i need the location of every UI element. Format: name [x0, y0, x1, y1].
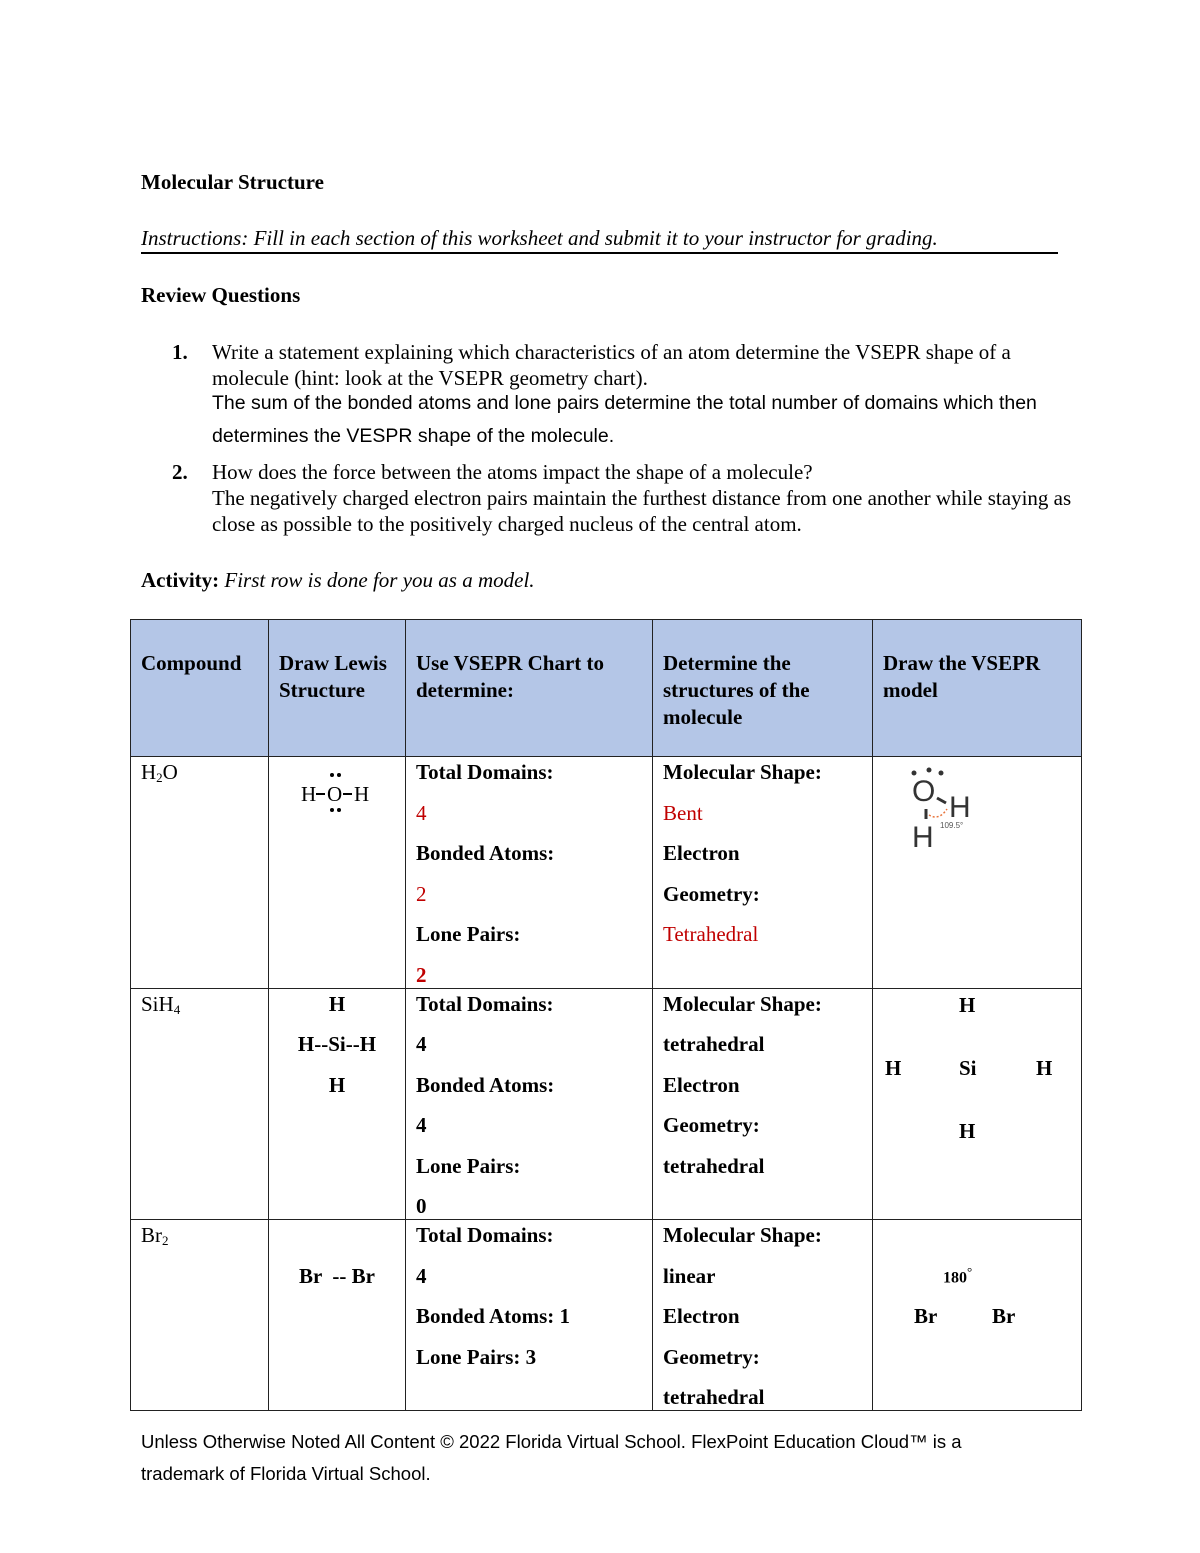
degree-symbol: ° [967, 1264, 973, 1279]
lone-pairs-label: Lone Pairs: [416, 922, 521, 946]
question-prompt: Write a statement explaining which characteristics of an atom determine the VSEPR shape of a molecule (hint: look at the VSEPR geometry chart). [212, 340, 1011, 390]
compound-formula: H [141, 760, 157, 784]
structure-cell [653, 988, 873, 1220]
svg-text:O: O [912, 775, 936, 808]
atom-right: Br [992, 1304, 1016, 1328]
vsepr-table [130, 619, 1082, 1411]
structure-cell [653, 757, 873, 989]
atom-top: H [959, 992, 976, 1017]
activity-text: First row is done for you as a model. [224, 568, 535, 592]
lone-pairs-text: Lone Pairs: 3 [416, 1344, 537, 1369]
atom-right: H [1036, 1055, 1053, 1080]
bonded-atoms-value: 2 [416, 881, 427, 906]
svg-text:H: H [912, 821, 934, 854]
lewis-line: Br -- Br [298, 1263, 375, 1288]
total-domains-value: 4 [416, 1032, 427, 1056]
total-domains-label: Total Domains: [416, 760, 554, 784]
compound-formula: SiH [141, 991, 174, 1016]
geometry-label: Geometry: [663, 1113, 760, 1137]
electron-label: Electron [663, 841, 740, 865]
total-domains-value: 4 [416, 1263, 427, 1288]
electron-geometry-value: tetrahedral [663, 1385, 765, 1409]
lewis-cell [269, 757, 406, 989]
svg-text:H: H [949, 791, 971, 824]
col-vsepr-chart: Use VSEPR Chart to determine: [406, 620, 653, 757]
electron-label: Electron [663, 1072, 740, 1097]
bond-angle-label: 180° [943, 1264, 973, 1287]
lewis-line: H--Si--H [297, 1032, 377, 1056]
question-number: 2. [172, 460, 188, 484]
lone-pairs-value: 2 [416, 962, 427, 987]
review-questions-heading: Review Questions [141, 283, 301, 307]
bonded-atoms-label: Bonded Atoms: [416, 841, 555, 865]
vsepr-values-cell [406, 1220, 653, 1411]
page-title: Molecular Structure [141, 170, 324, 194]
geometry-label: Geometry: [663, 1344, 760, 1369]
compound-subscript: 2 [156, 770, 163, 785]
model-cell [873, 988, 1082, 1220]
atom-center: Si [959, 1055, 977, 1080]
electron-geometry-value: tetrahedral [663, 1153, 765, 1178]
electron-geometry-value: Tetrahedral [663, 922, 759, 946]
molecular-shape-label: Molecular Shape: [663, 1223, 822, 1247]
total-domains-value: 4 [416, 800, 427, 825]
total-domains-label: Total Domains: [416, 1223, 554, 1247]
vsepr-values-cell [406, 757, 653, 989]
compound-formula: Br [141, 1223, 162, 1247]
lewis-line: H [328, 1072, 346, 1097]
col-structures: Determine the structures of the molecule [653, 620, 873, 757]
col-compound: Compound [131, 620, 269, 757]
col-lewis: Draw Lewis Structure [269, 620, 406, 757]
compound-subscript: 4 [173, 1001, 181, 1017]
total-domains-label: Total Domains: [416, 991, 554, 1016]
bonded-atoms-value: 4 [416, 1113, 427, 1137]
col-model: Draw the VSEPR model [873, 620, 1082, 757]
water-lewis-structure-icon [281, 767, 391, 827]
instructions: Instructions: Fill in each section of this worksheet and submit it to your instructor for grading. [141, 225, 1058, 254]
svg-text:O: O [327, 782, 343, 806]
lone-pairs-label: Lone Pairs: [416, 1153, 521, 1178]
copyright-footer: Unless Otherwise Noted All Content © 2022 Florida Virtual School. FlexPoint Education Cloud™ is a trademark of Florida Virtual School. [141, 1431, 962, 1484]
question-answer: The negatively charged electron pairs maintain the furthest distance from one another while staying as close as possible to the positively charged nucleus of the central atom. [212, 486, 1072, 536]
compound-formula-tail: O [162, 760, 178, 784]
molecular-shape-value: linear [663, 1263, 716, 1288]
table-row [131, 1220, 1082, 1411]
structure-cell [653, 1220, 873, 1411]
svg-text:H: H [354, 782, 370, 806]
atom-left: H [885, 1055, 902, 1080]
activity-label: Activity: [141, 568, 220, 592]
table-row [131, 757, 1082, 989]
compound-cell [131, 1220, 269, 1411]
molecular-shape-value: Bent [663, 800, 703, 825]
table-header-row [131, 620, 1082, 757]
table-row [131, 988, 1082, 1220]
activity-line [141, 568, 535, 593]
lone-pairs-value: 0 [416, 1194, 427, 1218]
model-cell [873, 1220, 1082, 1411]
bonded-atoms-text: Bonded Atoms: 1 [416, 1304, 571, 1328]
lewis-cell [269, 1220, 406, 1411]
question-prompt: How does the force between the atoms impact the shape of a molecule? [212, 460, 813, 484]
bond-angle-label: 109.5° [940, 821, 964, 830]
atom-bottom: H [959, 1118, 976, 1143]
compound-cell [131, 988, 269, 1220]
lewis-line: H [328, 991, 346, 1016]
molecular-shape-value: tetrahedral [663, 1032, 765, 1056]
compound-cell [131, 757, 269, 989]
bonded-atoms-label: Bonded Atoms: [416, 1072, 555, 1097]
lewis-cell [269, 988, 406, 1220]
atom-left: Br [914, 1304, 938, 1328]
model-cell [873, 757, 1082, 989]
question-number: 1. [172, 340, 188, 364]
svg-text:H: H [301, 782, 317, 806]
question-answer: The sum of the bonded atoms and lone pairs determine the total number of domains which then determines the VESPR shape of the molecule. [212, 392, 1037, 447]
geometry-label: Geometry: [663, 881, 760, 906]
electron-label: Electron [663, 1304, 740, 1328]
compound-subscript: 2 [162, 1233, 169, 1248]
water-vsepr-model-icon [899, 765, 1019, 855]
molecular-shape-label: Molecular Shape: [663, 760, 822, 784]
vsepr-values-cell [406, 988, 653, 1220]
molecular-shape-label: Molecular Shape: [663, 991, 822, 1016]
